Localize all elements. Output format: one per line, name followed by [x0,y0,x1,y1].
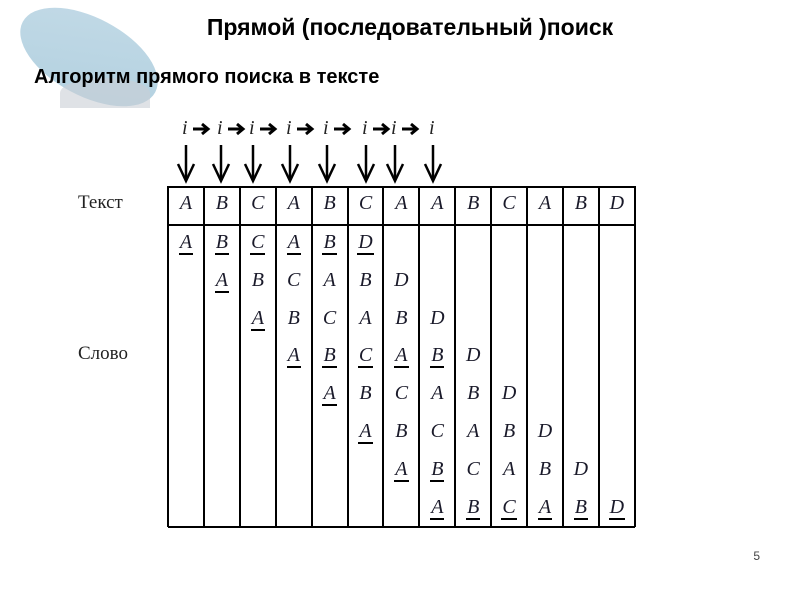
slide-subtitle: Алгоритм прямого поиска в тексте [34,66,380,88]
header-divider [168,224,635,226]
word-cell [491,496,527,518]
word-cell [240,307,276,329]
word-letter: A [287,231,300,253]
word-letter: A [395,344,408,367]
word-letter: D [537,420,553,442]
word-cell [491,458,527,480]
word-letter: A [431,495,444,518]
word-label: Слово [78,343,128,364]
right-arrow-icon [402,124,417,134]
word-cell [419,420,455,442]
word-letter: B [502,420,516,442]
word-letter: B [467,382,480,405]
word-letter: B [287,306,300,329]
word-letter: D [501,382,517,405]
word-letter: A [179,231,193,253]
right-arrow-icon [228,124,243,134]
word-cell [348,269,384,291]
word-cell [563,496,599,518]
index-label: i [362,117,368,139]
word-letter: A [359,306,372,329]
text-letter: B [323,192,336,214]
word-cell [527,420,563,442]
word-cell [276,344,312,366]
word-cell [383,458,419,480]
word-cell [276,307,312,329]
word-letter: B [359,268,372,291]
word-cell [455,458,491,480]
word-cell [599,496,635,518]
index-label: i [286,117,292,139]
word-cell [455,496,491,518]
table-bottom-border [168,526,635,528]
index-label: i [391,117,397,139]
word-cell [455,382,491,404]
word-letter: D [573,457,589,480]
word-letter: B [538,457,552,480]
word-cell [348,344,384,366]
text-letter: A [287,192,300,214]
word-cell [419,382,455,404]
page-number: 5 [753,549,760,563]
word-letter: A [323,382,336,405]
word-letter: D [430,306,445,329]
index-label: i [182,117,188,139]
word-letter: D [394,268,409,291]
word-letter: C [394,382,409,405]
word-letter: A [467,420,480,442]
text-letter: B [574,192,587,214]
word-letter: A [359,420,372,442]
index-label: i [429,117,435,139]
down-arrow-icon [213,145,229,181]
text-label: Текст [78,192,123,213]
word-cell [491,420,527,442]
down-arrow-icon [387,145,403,181]
word-cell [491,382,527,404]
word-cell [419,458,455,480]
word-letter: C [502,495,516,518]
text-letter: C [502,192,516,214]
word-cell [383,344,419,366]
word-cell [419,307,455,329]
word-letter: C [430,420,444,442]
word-cell [348,307,384,329]
word-letter: B [395,420,408,442]
word-letter: B [431,457,444,480]
down-arrow-icon [178,145,194,181]
column-divider [634,186,636,527]
word-letter: B [323,231,336,253]
right-arrow-icon [334,124,349,134]
word-letter: D [465,344,481,367]
word-cell [312,307,348,329]
word-cell [240,269,276,291]
right-arrow-icon [193,124,208,134]
right-arrow-icon [373,124,388,134]
word-letter: A [251,306,264,329]
word-cell [204,269,240,291]
index-label: i [217,117,223,139]
word-cell [204,231,240,253]
down-arrow-icon [282,145,298,181]
word-letter: A [323,268,336,291]
word-letter: D [609,495,625,518]
word-cell [383,420,419,442]
word-cell [312,269,348,291]
word-letter: C [466,457,480,480]
word-cell [455,420,491,442]
text-letter: D [609,192,625,214]
down-arrow-icon [358,145,374,181]
text-letter: A [179,192,193,214]
down-arrow-icon [425,145,441,181]
text-letter: A [395,192,408,214]
word-cell [527,496,563,518]
word-cell [240,231,276,253]
word-cell [276,231,312,253]
down-arrow-icon [319,145,335,181]
right-arrow-icon [260,124,275,134]
word-letter: C [287,268,301,291]
word-cell [348,420,384,442]
word-letter: C [251,231,265,253]
word-cell [383,269,419,291]
word-cell [168,231,204,253]
text-letter: A [538,192,552,214]
word-letter: C [358,344,373,367]
word-cell [348,382,384,404]
word-cell [276,269,312,291]
word-cell [419,344,455,366]
index-label: i [249,117,255,139]
word-letter: A [215,268,228,291]
word-cell [312,344,348,366]
word-letter: B [359,382,372,405]
slide-title: Прямой (последовательный )поиск [206,14,614,40]
word-letter: A [538,495,552,518]
down-arrow-icon [245,145,261,181]
word-letter: A [395,457,408,480]
word-cell [383,382,419,404]
word-letter: D [358,231,373,253]
word-letter: A [431,382,444,405]
text-letter: B [467,192,480,214]
word-cell [312,231,348,253]
word-cell [527,458,563,480]
word-letter: B [215,231,228,253]
word-letter: B [395,306,408,329]
word-letter: B [431,344,444,367]
word-letter: C [322,306,337,329]
word-cell [419,496,455,518]
word-cell [348,231,384,253]
text-letter: A [431,192,444,214]
index-arrows [0,0,800,200]
word-letter: B [251,268,264,291]
word-cell [455,344,491,366]
index-label: i [323,117,329,139]
word-letter: A [287,344,300,367]
word-letter: B [323,344,336,367]
word-letter: B [574,495,587,518]
word-cell [383,307,419,329]
word-cell [312,382,348,404]
text-letter: C [251,192,265,214]
word-letter: A [502,457,516,480]
right-arrow-icon [297,124,312,134]
word-cell [563,458,599,480]
text-letter: B [215,192,228,214]
text-letter: C [358,192,373,214]
word-letter: B [467,495,480,518]
